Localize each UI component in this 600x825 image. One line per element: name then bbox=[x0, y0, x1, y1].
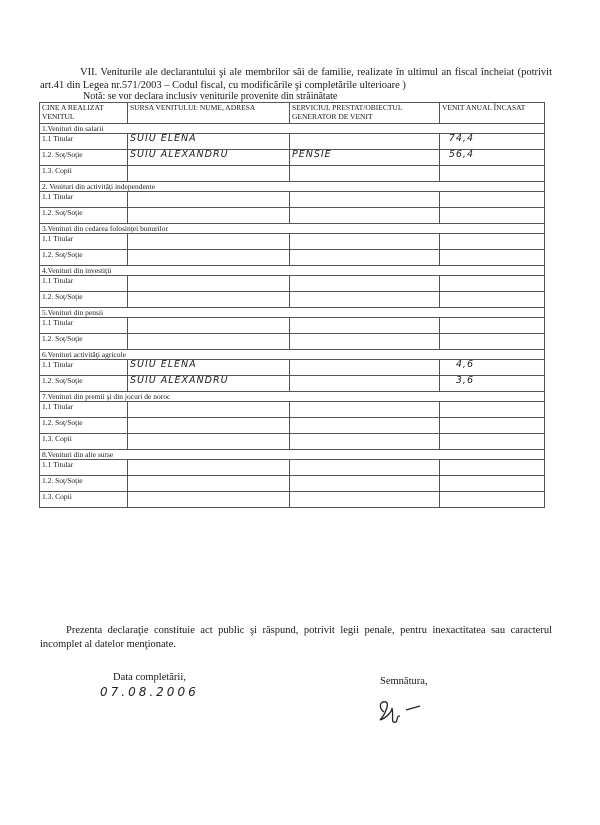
table-row bbox=[40, 360, 545, 376]
header-source: SURSA VENITULUI: NUME, ADRESA bbox=[128, 103, 290, 124]
cell-amount bbox=[440, 234, 545, 250]
cell-who: 1.3. Copii bbox=[40, 492, 128, 508]
table-row bbox=[40, 318, 545, 334]
cell-who: 1.1 Titular bbox=[40, 318, 128, 334]
cell-service bbox=[290, 192, 440, 208]
category-row bbox=[40, 450, 545, 460]
handwritten-signature bbox=[370, 690, 440, 735]
header-who: CINE A REALIZAT VENITUL bbox=[40, 103, 128, 124]
cell-who: 1.1 Titular bbox=[40, 134, 128, 150]
cell-source: SUIU ALEXANDRU bbox=[128, 376, 290, 392]
cell-service bbox=[290, 166, 440, 182]
cell-source bbox=[128, 434, 290, 450]
table-row bbox=[40, 234, 545, 250]
cell-who: 1.1 Titular bbox=[40, 234, 128, 250]
cell-source bbox=[128, 492, 290, 508]
cell-source bbox=[128, 192, 290, 208]
cell-amount bbox=[440, 208, 545, 224]
date-label: Data completării, bbox=[113, 672, 186, 683]
cell-source bbox=[128, 418, 290, 434]
table-row bbox=[40, 292, 545, 308]
table-row bbox=[40, 460, 545, 476]
date-value: 07.08.2006 bbox=[100, 685, 199, 699]
cell-amount bbox=[440, 292, 545, 308]
cell-source bbox=[128, 318, 290, 334]
category-row bbox=[40, 124, 545, 134]
cell-amount bbox=[440, 402, 545, 418]
cell-amount: 56,4 bbox=[440, 150, 545, 166]
cell-amount bbox=[440, 250, 545, 266]
cell-amount bbox=[440, 460, 545, 476]
cell-amount bbox=[440, 434, 545, 450]
table-row bbox=[40, 134, 545, 150]
table-row bbox=[40, 492, 545, 508]
cell-source bbox=[128, 234, 290, 250]
section-note: Notă: se vor declara inclusiv veniturile provenite din străinătate bbox=[83, 91, 338, 102]
table-row bbox=[40, 276, 545, 292]
cell-amount: 3,6 bbox=[440, 376, 545, 392]
category-title: 8.Venituri din alte surse bbox=[40, 450, 545, 460]
cell-source bbox=[128, 402, 290, 418]
cell-amount bbox=[440, 418, 545, 434]
table-row bbox=[40, 334, 545, 350]
cell-who: 1.2. Soţ/Soţie bbox=[40, 250, 128, 266]
cell-service bbox=[290, 134, 440, 150]
category-title: 1.Venituri din salarii bbox=[40, 124, 545, 134]
table-row bbox=[40, 250, 545, 266]
cell-who: 1.3. Copii bbox=[40, 166, 128, 182]
category-row bbox=[40, 182, 545, 192]
cell-service bbox=[290, 360, 440, 376]
header-service: SERVICIUL PRESTAT/OBIECTUL GENERATOR DE VENIT bbox=[290, 103, 440, 124]
cell-who: 1.3. Copii bbox=[40, 434, 128, 450]
table-row bbox=[40, 402, 545, 418]
category-title: 5.Venituri din pensii bbox=[40, 308, 545, 318]
cell-who: 1.2. Soţ/Soţie bbox=[40, 208, 128, 224]
cell-amount bbox=[440, 318, 545, 334]
liability-statement: Prezenta declaraţie constituie act public şi răspund, potrivit legii penale, pentru inexactitatea sau caracterul incomplet al datelor menţionate. bbox=[40, 625, 552, 650]
category-row bbox=[40, 392, 545, 402]
category-title: 4.Venituri din investiţii bbox=[40, 266, 545, 276]
cell-source: SUIU ELENA bbox=[128, 360, 290, 376]
category-title: 7.Venituri din premii şi din jocuri de noroc bbox=[40, 392, 545, 402]
category-title: 2. Venituri din activităţi independente bbox=[40, 182, 545, 192]
cell-service bbox=[290, 492, 440, 508]
cell-service bbox=[290, 318, 440, 334]
cell-service bbox=[290, 476, 440, 492]
table-row bbox=[40, 166, 545, 182]
cell-who: 1.2. Soţ/Soţie bbox=[40, 418, 128, 434]
cell-service bbox=[290, 402, 440, 418]
cell-service bbox=[290, 292, 440, 308]
cell-who: 1.2. Soţ/Soţie bbox=[40, 476, 128, 492]
table-row bbox=[40, 434, 545, 450]
cell-source bbox=[128, 292, 290, 308]
cell-who: 1.2. Soţ/Soţie bbox=[40, 150, 128, 166]
cell-source bbox=[128, 166, 290, 182]
cell-source: SUIU ALEXANDRU bbox=[128, 150, 290, 166]
cell-amount bbox=[440, 334, 545, 350]
category-row bbox=[40, 266, 545, 276]
cell-amount bbox=[440, 492, 545, 508]
category-row bbox=[40, 350, 545, 360]
cell-service: PENSIE bbox=[290, 150, 440, 166]
income-table-body bbox=[40, 124, 545, 508]
cell-service bbox=[290, 208, 440, 224]
cell-service bbox=[290, 460, 440, 476]
table-row bbox=[40, 476, 545, 492]
table-header-row bbox=[40, 103, 545, 124]
cell-source bbox=[128, 334, 290, 350]
cell-service bbox=[290, 418, 440, 434]
table-row bbox=[40, 192, 545, 208]
header-amount: VENIT ANUAL ÎNCASAT bbox=[440, 103, 545, 124]
table-row bbox=[40, 208, 545, 224]
signature-label: Semnătura, bbox=[380, 676, 428, 687]
table-row bbox=[40, 376, 545, 392]
cell-service bbox=[290, 434, 440, 450]
table-row bbox=[40, 418, 545, 434]
cell-service bbox=[290, 276, 440, 292]
cell-amount bbox=[440, 276, 545, 292]
category-title: 6.Venituri activităţi agricole bbox=[40, 350, 545, 360]
cell-source bbox=[128, 250, 290, 266]
cell-source bbox=[128, 276, 290, 292]
cell-source bbox=[128, 460, 290, 476]
cell-who: 1.1 Titular bbox=[40, 360, 128, 376]
cell-service bbox=[290, 334, 440, 350]
section-heading: VII. Veniturile ale declarantului şi ale membrilor săi de familie, realizate în ultimul an fiscal încheiat (potrivit art.41 din Legea nr.571/2003 – Codul fiscal, cu modificările şi completările ulterioare ) bbox=[40, 67, 552, 91]
cell-amount bbox=[440, 166, 545, 182]
cell-who: 1.2. Soţ/Soţie bbox=[40, 334, 128, 350]
cell-who: 1.1 Titular bbox=[40, 460, 128, 476]
table-row bbox=[40, 150, 545, 166]
cell-amount bbox=[440, 192, 545, 208]
cell-service bbox=[290, 234, 440, 250]
cell-who: 1.2. Soţ/Soţie bbox=[40, 376, 128, 392]
income-table bbox=[39, 102, 545, 508]
cell-amount: 74,4 bbox=[440, 134, 545, 150]
cell-source: SUIU ELENA bbox=[128, 134, 290, 150]
cell-who: 1.1 Titular bbox=[40, 192, 128, 208]
cell-who: 1.1 Titular bbox=[40, 276, 128, 292]
category-title: 3.Venituri din cedarea folosinţei bunurilor bbox=[40, 224, 545, 234]
cell-who: 1.2. Soţ/Soţie bbox=[40, 292, 128, 308]
category-row bbox=[40, 224, 545, 234]
cell-service bbox=[290, 250, 440, 266]
cell-service bbox=[290, 376, 440, 392]
category-row bbox=[40, 308, 545, 318]
cell-who: 1.1 Titular bbox=[40, 402, 128, 418]
cell-source bbox=[128, 476, 290, 492]
cell-source bbox=[128, 208, 290, 224]
cell-amount bbox=[440, 476, 545, 492]
cell-amount: 4,6 bbox=[440, 360, 545, 376]
